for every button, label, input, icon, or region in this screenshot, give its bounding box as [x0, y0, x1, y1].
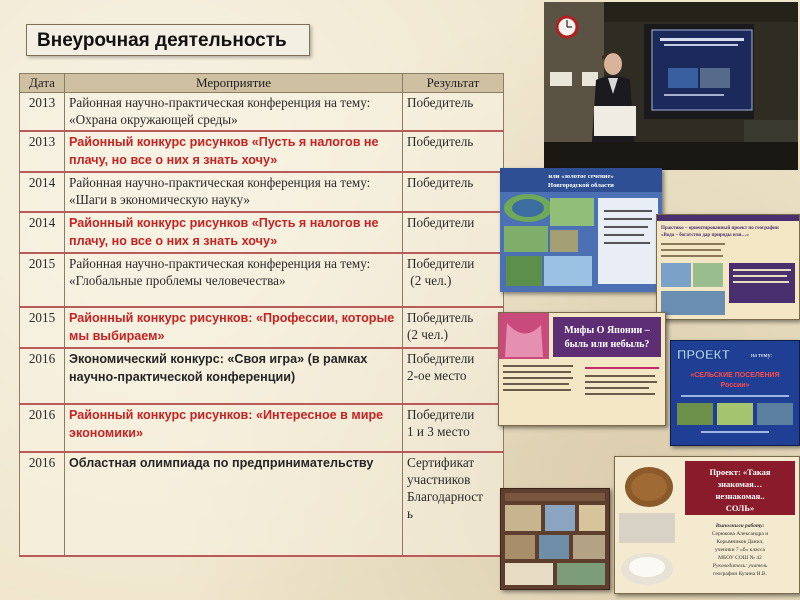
- poster-brown-collage: [500, 488, 610, 590]
- svg-text:Серюкова Александра и: Серюкова Александра и: [711, 531, 769, 537]
- table-header-row: [20, 74, 504, 93]
- row-year: 2015: [20, 307, 65, 348]
- row-year: 2016: [20, 404, 65, 452]
- row-event-text: Областная олимпиада по предпринимательству: [69, 456, 374, 470]
- row-result-line: Победитель: [407, 95, 474, 110]
- poster-japan-myths: [498, 312, 666, 426]
- poster-golden-ratio: [500, 168, 662, 292]
- row-result: [403, 452, 504, 556]
- table-row: [20, 307, 504, 348]
- row-result-line: ь: [407, 506, 414, 521]
- svg-text:быль или небыль?: быль или небыль?: [564, 339, 650, 350]
- row-event-text: Районный конкурс рисунков «Пусть я налогов не плачу, но все о них я знать хочу»: [69, 216, 379, 248]
- row-year: 2013: [20, 131, 65, 172]
- row-event: [65, 452, 403, 556]
- presentation-photo: [544, 2, 798, 170]
- row-event: [65, 131, 403, 172]
- svg-text:Практико – ориентированный про: Практико – ориентированный проект по географии: [661, 226, 779, 231]
- row-year: 2016: [20, 452, 65, 556]
- row-result-line: Победители: [407, 407, 475, 422]
- table-row: [20, 131, 504, 172]
- row-result: [403, 404, 504, 452]
- row-result-line: Победители: [407, 351, 475, 366]
- table-row: [20, 348, 504, 404]
- row-result-line: 1 и 3 место: [407, 424, 470, 439]
- row-event: [65, 253, 403, 307]
- row-result-line: Благодарност: [407, 489, 483, 504]
- row-event: [65, 404, 403, 452]
- row-result: [403, 348, 504, 404]
- table-row: [20, 452, 504, 556]
- table-row: [20, 212, 504, 253]
- row-result-line: участников: [407, 472, 471, 487]
- row-result-line: Победители: [407, 256, 475, 271]
- row-result: [403, 307, 504, 348]
- table-row: [20, 172, 504, 212]
- row-event-text: Районная научно-практическая конференция на тему: «Охрана окружающей среды»: [69, 95, 371, 127]
- row-event: [65, 348, 403, 404]
- row-result: [403, 212, 504, 253]
- row-event-text: Экономический конкурс: «Своя игра» (в рамках научно-практической конференции): [69, 352, 368, 384]
- svg-text:МБОУ СОШ № 42: МБОУ СОШ № 42: [718, 555, 762, 561]
- row-result-line: Победители: [407, 215, 475, 230]
- row-event-text: Районный конкурс рисунков: «Профессии, которые мы выбираем»: [69, 311, 395, 343]
- svg-text:«СЕЛЬСКИЕ ПОСЕЛЕНИЯ: «СЕЛЬСКИЕ ПОСЕЛЕНИЯ: [690, 372, 780, 379]
- activities-table: [19, 73, 504, 557]
- table-row: [20, 253, 504, 307]
- poster-salt-project: [614, 456, 800, 594]
- row-event: [65, 93, 403, 132]
- row-result-line: Сертификат: [407, 455, 475, 470]
- svg-text:Выполнили работу:: Выполнили работу:: [715, 523, 765, 529]
- svg-text:ученики 7 «б» класса: ученики 7 «б» класса: [715, 547, 765, 553]
- svg-text:СОЛЬ»: СОЛЬ»: [725, 503, 755, 513]
- row-event: [65, 212, 403, 253]
- row-result-line: Победитель: [407, 134, 474, 149]
- row-event-text: Районная научно-практическая конференция на тему: «Глобальные проблемы человечества»: [69, 256, 371, 288]
- page-title: Внеурочная деятельность: [26, 24, 310, 56]
- row-year: 2016: [20, 348, 65, 404]
- row-event-text: Районная научно-практическая конференция на тему: «Шаги в экономическую науку»: [69, 175, 371, 207]
- row-event: [65, 307, 403, 348]
- row-result-line: 2-ое место: [407, 368, 467, 383]
- header-date: Дата: [20, 74, 65, 93]
- row-event-text: Районный конкурс рисунков «Пусть я налогов не плачу, но все о них я знать хочу»: [69, 135, 379, 167]
- row-event-text: Районный конкурс рисунков: «Интересное в мире экономики»: [69, 408, 384, 440]
- row-year: 2015: [20, 253, 65, 307]
- row-result: [403, 172, 504, 212]
- row-result: [403, 93, 504, 132]
- poster-rural-settlements: [670, 340, 800, 446]
- header-event: Мероприятие: [65, 74, 403, 93]
- row-result: [403, 131, 504, 172]
- svg-text:незнакомая..: незнакомая..: [715, 491, 765, 501]
- poster1-heading-line1: или «золотое сечение»: [548, 173, 614, 180]
- row-year: 2014: [20, 212, 65, 253]
- row-result-line: (2 чел.): [407, 327, 449, 342]
- svg-text:Корымников Данил,: Корымников Данил,: [716, 539, 764, 545]
- row-result-line: Победитель: [407, 175, 474, 190]
- svg-text:Проект: «Такая: Проект: «Такая: [709, 467, 771, 477]
- header-result: Результат: [403, 74, 504, 93]
- table-row: [20, 404, 504, 452]
- svg-text:России»: России»: [720, 382, 750, 389]
- svg-text:Руководитель: учитель: Руководитель: учитель: [712, 563, 768, 569]
- row-result-line: Победитель: [407, 310, 474, 325]
- poster1-heading-line2: Новгородской области: [548, 182, 614, 189]
- svg-text:географии Кузина Н.В.: географии Кузина Н.В.: [713, 571, 767, 577]
- svg-text:Мифы О Японии –: Мифы О Японии –: [564, 325, 650, 336]
- row-event: [65, 172, 403, 212]
- row-year: 2014: [20, 172, 65, 212]
- row-result-line: (2 чел.): [407, 273, 452, 288]
- row-result: [403, 253, 504, 307]
- svg-text:ПРОЕКТ: ПРОЕКТ: [677, 347, 730, 362]
- svg-text:на тему:: на тему:: [751, 353, 773, 359]
- table-row: [20, 93, 504, 132]
- poster-water-project: [656, 214, 800, 320]
- row-year: 2013: [20, 93, 65, 132]
- svg-text:знакомая…: знакомая…: [717, 479, 763, 489]
- svg-text:«Вода – богатство дар природы: «Вода – богатство дар природы или…»: [661, 233, 749, 238]
